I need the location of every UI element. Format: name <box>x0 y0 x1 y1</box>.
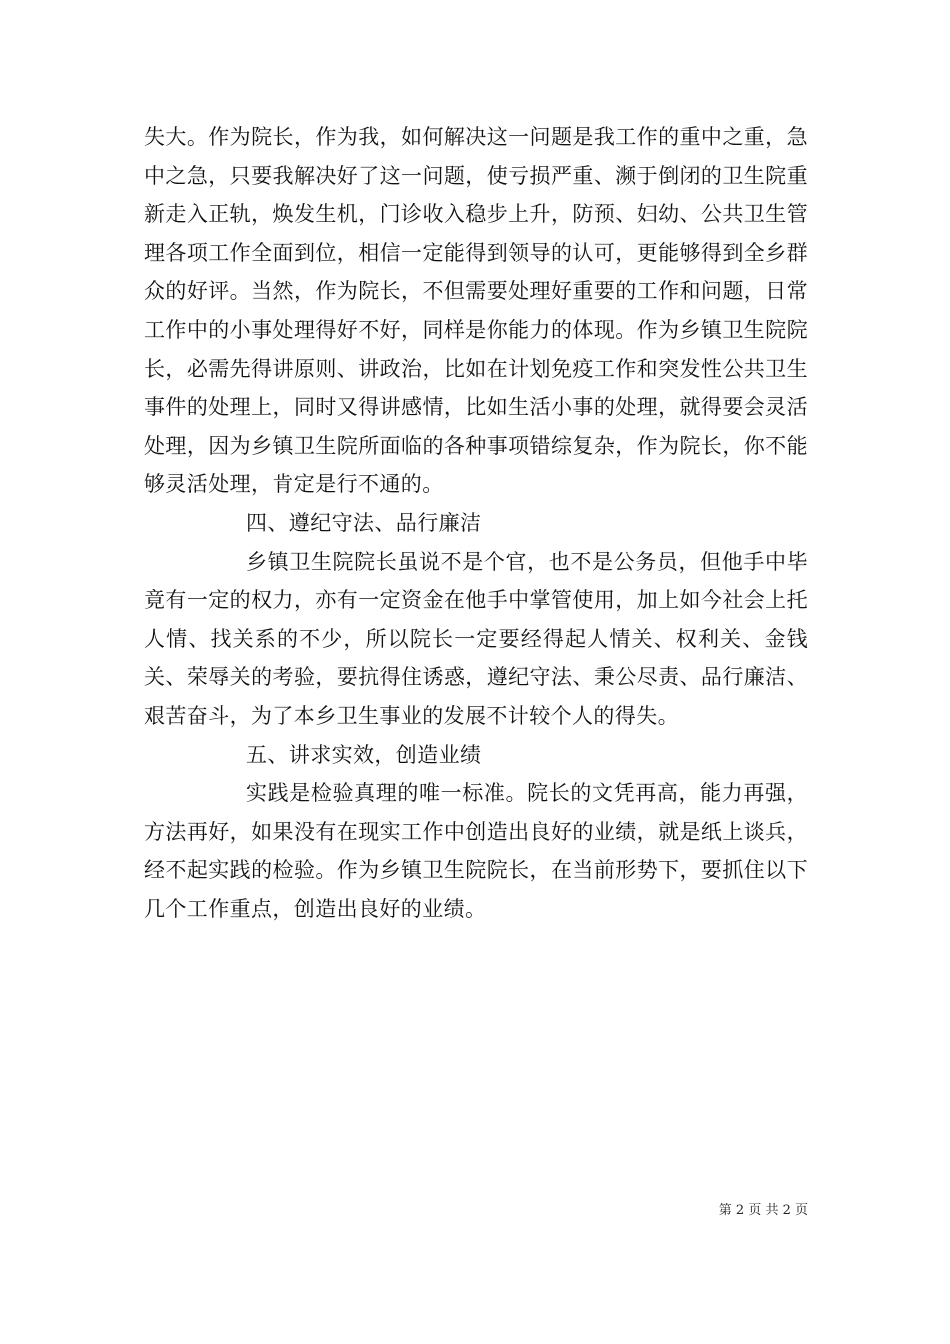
document-body <box>144 118 808 928</box>
paragraph-3: 实践是检验真理的唯一标准。院长的文凭再高，能力再强，方法再好，如果没有在现实工作中创造出良好的业绩，就是纸上谈兵，经不起实践的检验。作为乡镇卫生院院长，在当前形势下，要抓住以下几个工作重点，创造出良好的业绩。 <box>144 781 808 921</box>
section-heading-5: 五、讲求实效，创造业绩 <box>246 742 482 767</box>
paragraph-2: 乡镇卫生院院长虽说不是个官，也不是公务员，但他手中毕竟有一定的权力，亦有一定资金在他手中掌管使用，加上如今社会上托人情、找关系的不少，所以院长一定要经得起人情关、权利关、金钱关、荣辱关的考验，要抗得住诱惑，遵纪守法、秉公尽责、品行廉洁、艰苦奋斗，为了本乡卫生事业的发展不计较个人的得失。 <box>144 549 808 728</box>
page-number-footer: 第 2 页 共 2 页 <box>718 1203 808 1218</box>
paragraph-1: 失大。作为院长，作为我，如何解决这一问题是我工作的重中之重，急中之急，只要我解决好了这一问题，使亏损严重、濒于倒闭的卫生院重新走入正轨，焕发生机，门诊收入稳步上升，防预、妇幼、公共卫生管理各项工作全面到位，相信一定能得到领导的认可，更能够得到全乡群众的好评。当然，作为院长，不但需要处理好重要的工作和问题，日常工作中的小事处理得好不好，同样是你能力的体现。作为乡镇卫生院院长，必需先得讲原则、讲政治，比如在计划免疫工作和突发性公共卫生事件的处理上，同时又得讲感情，比如生活小事的处理，就得要会灵活处理，因为乡镇卫生院所面临的各种事项错综复杂，作为院长，你不能够灵活处理，肯定是行不通的。 <box>144 125 808 497</box>
section-heading-4: 四、遵纪守法、品行廉洁 <box>246 510 482 535</box>
